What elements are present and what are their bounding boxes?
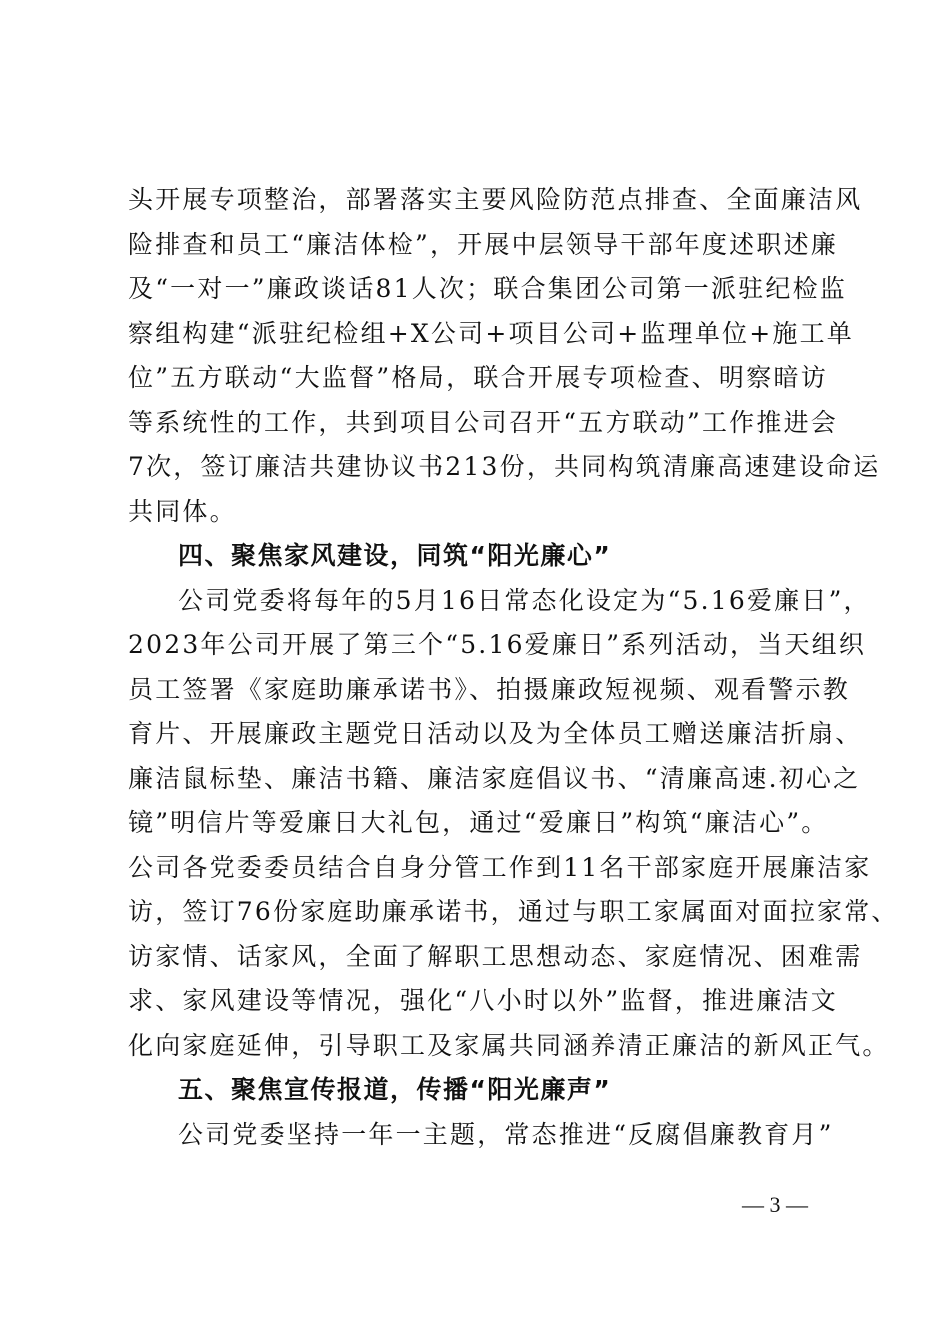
- section-heading: 四、聚焦家风建设，同筑“阳光廉心”: [178, 541, 612, 570]
- text-line: 险排查和员工“廉洁体检”，开展中层领导干部年度述职述廉: [128, 229, 838, 259]
- paragraph: [128, 1113, 834, 1158]
- page-number: — 3 —: [742, 1192, 808, 1217]
- text-line: 7次，签订廉洁共建协议书213份，共同构筑清廉高速建设命运: [128, 452, 881, 481]
- text-line: 访，签订76份家庭助廉承诺书，通过与职工家属面对面拉家常、: [128, 897, 899, 926]
- text-line: 公司党委将每年的5月16日常态化设定为“5.16爱廉日”，: [178, 585, 871, 615]
- document-body: [128, 178, 899, 1157]
- text-line: 化向家庭延伸，引导职工及家属共同涵养清正廉洁的新风正气。: [128, 1030, 890, 1060]
- section-heading: 五、聚焦宣传报道，传播“阳光廉声”: [178, 1075, 612, 1104]
- text-line: 育片、开展廉政主题党日活动以及为全体员工赠送廉洁折扇、: [128, 719, 863, 748]
- text-line: 位”五方联动“大监督”格局，联合开展专项检查、明察暗访: [128, 363, 828, 392]
- text-line: 公司各党委委员结合自身分管工作到11名干部家庭开展廉洁家: [128, 852, 872, 882]
- paragraph: [128, 178, 881, 534]
- text-line: 等系统性的工作，共到项目公司召开“五方联动”工作推进会: [128, 407, 838, 437]
- text-line: 察组构建“派驻纪检组+X公司+项目公司+监理单位+施工单: [128, 318, 854, 348]
- text-line: 求、家风建设等情况，强化“八小时以外”监督，推进廉洁文: [128, 986, 838, 1015]
- text-line: 及“一对一”廉政谈话81人次；联合集团公司第一派驻纪检监: [128, 274, 847, 303]
- text-line: 2023年公司开展了第三个“5.16爱廉日”系列活动，当天组织: [128, 630, 867, 659]
- text-line: 员工签署《家庭助廉承诺书》、拍摄廉政短视频、观看警示教: [128, 674, 850, 704]
- text-line: 头开展专项整治，部署落实主要风险防范点排查、全面廉洁风: [128, 185, 863, 214]
- text-line: 廉洁鼠标垫、廉洁书籍、廉洁家庭倡议书、“清廉高速.初心之: [128, 763, 861, 793]
- paragraph: [128, 579, 899, 1069]
- text-line: 共同体。: [128, 496, 237, 526]
- text-line: 公司党委坚持一年一主题，常态推进“反腐倡廉教育月”: [178, 1119, 834, 1149]
- text-line: 访家情、话家风，全面了解职工思想动态、家庭情况、困难需: [128, 941, 863, 971]
- text-line: 镜”明信片等爱廉日大礼包，通过“爱廉日”构筑“廉洁心”。: [128, 808, 829, 837]
